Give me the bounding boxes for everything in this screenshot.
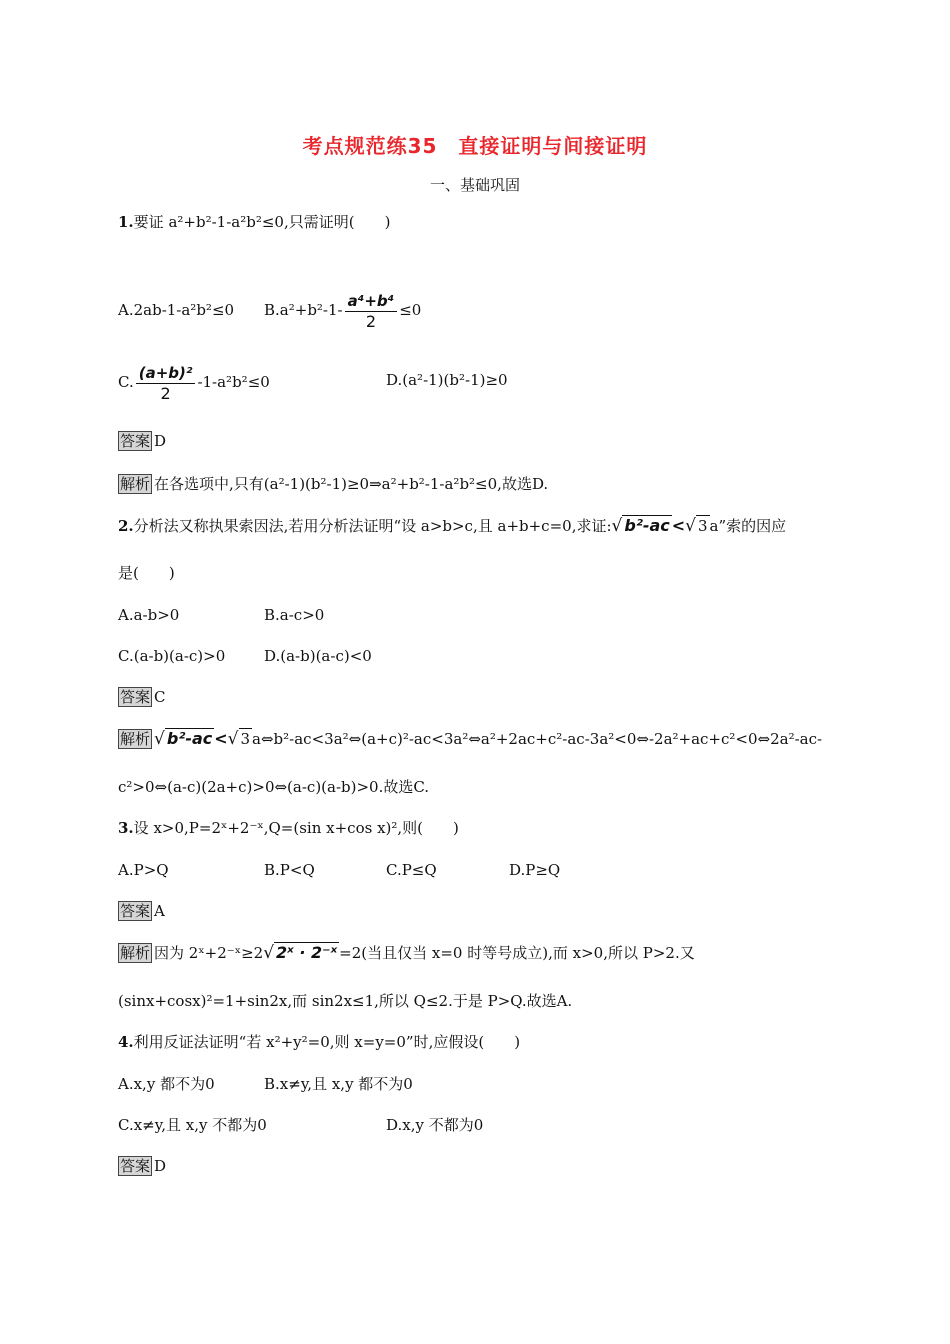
question-3-option-d: D.P≥Q (509, 861, 561, 879)
analysis-label: 解析 (120, 730, 151, 748)
question-text: 设 x>0,P=2ˣ+2⁻ˣ,Q=(sin x+cos x)²,则( ) (133, 819, 459, 837)
question-2-option-b: B.a-c>0 (264, 606, 325, 624)
question-text: 要证 a²+b²-1-a²b²≤0,只需证明( ) (133, 213, 391, 231)
option-text: B.a²+b²-1- (264, 301, 343, 319)
answer-label: 答案 (120, 688, 151, 706)
question-2-analysis-continued: c²>0⇔(a-c)(2a+c)>0⇔(a-c)(a-b)>0.故选C. (118, 778, 430, 796)
fraction-denominator: 2 (160, 383, 171, 403)
radical-sign: √ (611, 516, 623, 536)
answer-value: D (154, 1157, 167, 1175)
question-1-option-d: D.(a²-1)(b²-1)≥0 (386, 371, 508, 389)
less-than-sign: < (214, 729, 228, 748)
question-2-option-a: A.a-b>0 (118, 606, 180, 624)
question-2-option-d: D.(a-b)(a-c)<0 (264, 647, 372, 665)
question-1-answer (118, 431, 166, 451)
radical-sign: √ (154, 729, 165, 749)
question-2-option-c: C.(a-b)(a-c)>0 (118, 647, 226, 665)
radicand: 3 (698, 517, 708, 535)
radical-sign: √ (685, 516, 696, 536)
question-1-option-c (118, 362, 270, 404)
question-1-analysis (118, 474, 548, 494)
question-text: 分析法又称执果索因法,若用分析法证明“设 a>b>c,且 a+b+c=0,求证: (133, 517, 612, 535)
question-1-option-a: A.2ab-1-a²b²≤0 (118, 301, 235, 319)
less-than-sign: < (671, 516, 686, 535)
fraction (345, 291, 398, 332)
question-number: 4. (118, 1033, 134, 1051)
question-2-stem (118, 515, 786, 536)
option-text: -1-a²b²≤0 (197, 373, 270, 391)
question-4-stem (118, 1032, 520, 1052)
question-3-option-c: C.P≤Q (386, 861, 437, 879)
analysis-text: a⇔b²-ac<3a²⇔(a+c)²-ac<3a²⇔a²+2ac+c²-ac-3a²<0⇔-2a²+ac+c²<0⇔2a²-ac- (252, 730, 823, 748)
answer-value: A (154, 902, 165, 920)
fraction (136, 363, 196, 404)
analysis-text: 在各选项中,只有(a²-1)(b²-1)≥0⇒a²+b²-1-a²b²≤0,故选D. (154, 475, 549, 493)
fraction-numerator: a⁴+b⁴ (345, 291, 398, 312)
question-4-answer (118, 1156, 166, 1176)
answer-value: D (154, 432, 167, 450)
question-2-analysis (118, 728, 822, 749)
analysis-label: 解析 (120, 475, 151, 493)
question-4-option-a: A.x,y 都不为0 (118, 1075, 215, 1093)
radicand: b²-ac (166, 729, 213, 748)
fraction-denominator: 2 (365, 311, 376, 331)
answer-label: 答案 (120, 902, 151, 920)
analysis-text: 因为 2ˣ+2⁻ˣ≥2 (154, 944, 264, 962)
analysis-text: =2(当且仅当 x=0 时等号成立),而 x>0,所以 P>2.又 (339, 944, 695, 962)
question-text: 利用反证法证明“若 x²+y²=0,则 x=y=0”时,应假设( ) (133, 1033, 521, 1051)
question-number: 1. (118, 213, 134, 231)
question-text: a”索的因应 (709, 517, 787, 535)
answer-label: 答案 (120, 1157, 151, 1175)
question-4-option-c: C.x≠y,且 x,y 不都为0 (118, 1116, 267, 1134)
section-heading: 一、基础巩固 (429, 176, 520, 194)
page-title: 考点规范练35 直接证明与间接证明 (302, 134, 648, 158)
question-3-analysis (118, 942, 695, 963)
option-text: C. (118, 373, 134, 391)
question-2-answer (118, 687, 166, 707)
radicand: 3 (240, 730, 251, 748)
question-4-option-d: D.x,y 不都为0 (386, 1116, 484, 1134)
question-3-analysis-continued: (sinx+cosx)²=1+sin2x,而 sin2x≤1,所以 Q≤2.于是 P>Q.故选A. (118, 992, 573, 1010)
answer-label: 答案 (120, 432, 151, 450)
radicand: b²-ac (624, 516, 670, 535)
radical-sign: √ (263, 943, 275, 963)
question-1-stem (118, 212, 390, 232)
question-2-stem-continued: 是( ) (118, 564, 175, 582)
question-3-answer (118, 901, 165, 921)
question-3-stem (118, 818, 459, 838)
option-text: ≤0 (399, 301, 422, 319)
question-3-option-b: B.P<Q (264, 861, 315, 879)
question-number: 3. (118, 819, 134, 837)
analysis-label: 解析 (120, 944, 151, 962)
radicand: 2ˣ · 2⁻ˣ (276, 943, 338, 962)
fraction-numerator: (a+b)² (136, 363, 196, 384)
question-1-option-b (264, 290, 421, 332)
question-number: 2. (118, 517, 134, 535)
question-3-option-a: A.P>Q (118, 861, 169, 879)
radical-sign: √ (227, 729, 239, 749)
answer-value: C (154, 688, 166, 706)
question-4-option-b: B.x≠y,且 x,y 都不为0 (264, 1075, 413, 1093)
